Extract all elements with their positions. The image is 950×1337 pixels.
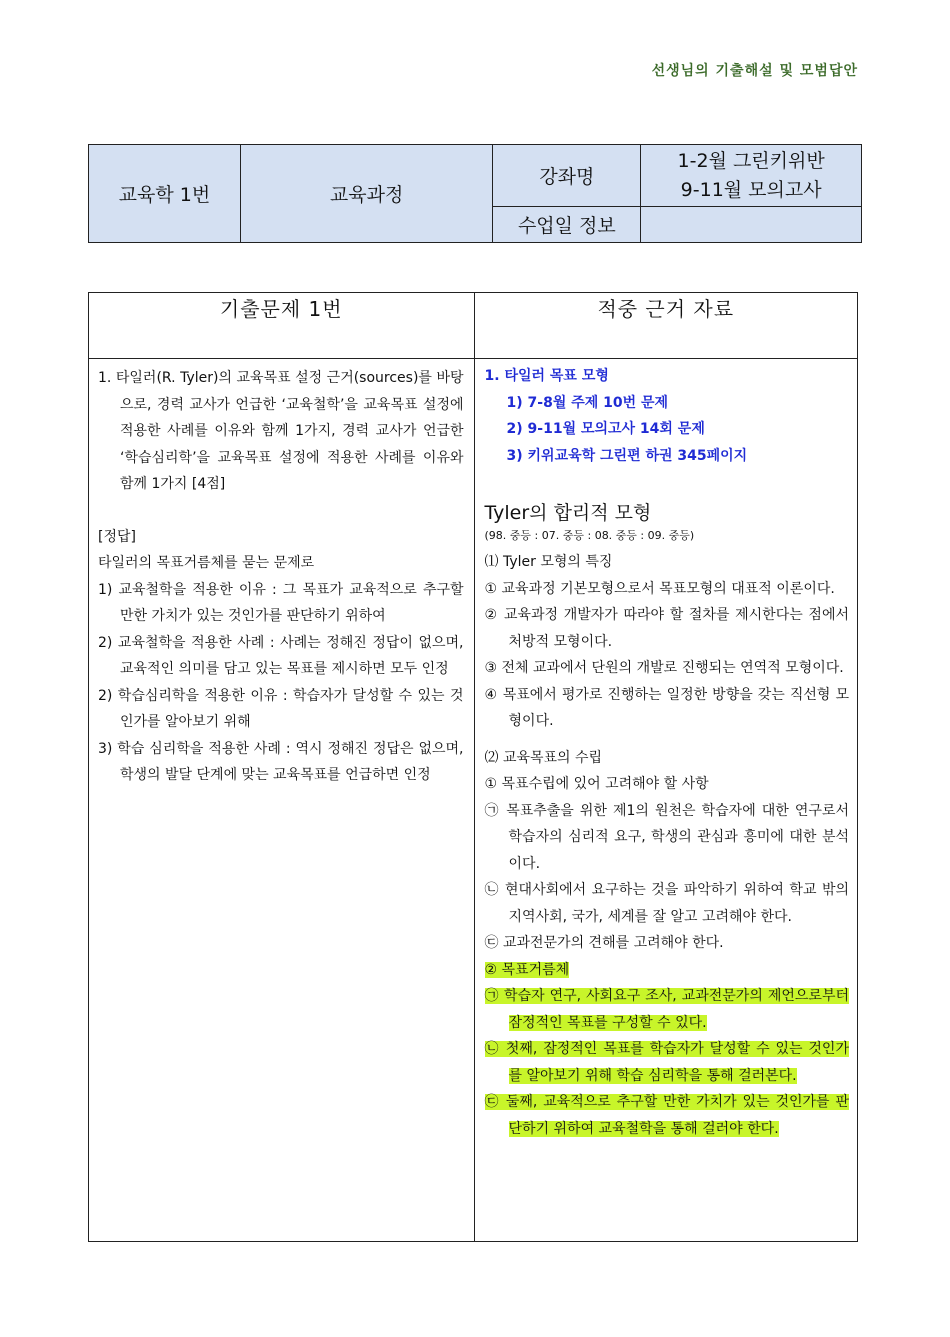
ref-item: 1) 7-8월 주제 10번 문제 xyxy=(506,394,669,411)
tyler-exams: (98. 중등 : 07. 중등 : 08. 중등 : 09. 중등) xyxy=(484,529,695,542)
subject-cell: 교육학 1번 xyxy=(89,145,241,243)
section2-title: ⑵ 교육목표의 수립 xyxy=(484,749,603,766)
section2-sub1: ① 목표수립에 있어 고려해야 할 사항 xyxy=(484,776,709,792)
answer-label: [정답] xyxy=(98,528,136,545)
section2-sub2: ② 목표거름체 xyxy=(484,961,570,978)
section1-item: ③ 전체 교과에서 단원의 개발로 진행되는 연역적 모형이다. xyxy=(484,660,844,676)
right-header: 적중 근거 자료 xyxy=(474,293,857,359)
section1-item: ④ 목표에서 평가로 진행하는 일정한 방향을 갖는 직선형 모형이다. xyxy=(484,686,849,729)
course-label-cell: 강좌명 xyxy=(493,145,641,207)
course-info-table xyxy=(88,144,862,243)
topic-cell: 교육과정 xyxy=(240,145,493,243)
reference-column xyxy=(474,359,857,1242)
class-info-value-cell xyxy=(641,207,862,243)
section1-title: ⑴ Tyler 모형의 특징 xyxy=(484,554,613,570)
highlighted-item: ㉠ 학습자 연구, 사회요구 조사, 교과전문가의 제언으로부터 잠정적인 목표를 구성할 수 있다. xyxy=(484,988,849,1031)
ref-item: 3) 키위교육학 그린편 하권 345페이지 xyxy=(506,447,748,464)
class-info-label-cell: 수업일 정보 xyxy=(493,207,641,243)
highlighted-item: ㉡ 첫째, 잠정적인 목표를 학습자가 달성할 수 있는 것인가를 알아보기 위해 학습 심리학을 통해 걸러본다. xyxy=(484,1041,849,1084)
section1-item: ① 교육과정 기본모형으로서 목표모형의 대표적 이론이다. xyxy=(484,580,835,597)
section2-sub1-item: ㉢ 교과전문가의 견해를 고려해야 한다. xyxy=(484,935,724,951)
section2-sub1-item: ㉠ 목표추출을 위한 제1의 원천은 학습자에 대한 연구로서 학습자의 심리적 요구, 학생의 관심과 흥미에 대한 분석이다. xyxy=(484,802,849,872)
tyler-title: Tyler의 합리적 모형 xyxy=(484,502,652,524)
ref-item: 2) 9-11월 모의고사 14회 문제 xyxy=(506,421,705,437)
course-line-1: 1-2월 그린키위반 xyxy=(677,149,825,172)
answer-intro: 타일러의 목표거름체를 묻는 문제로 xyxy=(98,555,315,571)
left-header: 기출문제 1번 xyxy=(89,293,475,359)
question-column xyxy=(89,359,475,1242)
answer-item: 3) 학습 심리학을 적용한 사례 : 역시 정해진 정답은 없으며, 학생의 발달 단계에 맞는 교육목표를 언급하면 인정 xyxy=(98,740,464,783)
answer-item: 2) 학습심리학을 적용한 이유 : 학습자가 달성할 수 있는 것인가를 알아보기 위해 xyxy=(98,687,464,730)
highlighted-item: ㉢ 둘째, 교육적으로 추구할 만한 가치가 있는 것인가를 판단하기 위하여 교육철학을 통해 걸러야 한다. xyxy=(484,1094,849,1137)
main-table xyxy=(88,292,858,1242)
course-line-2: 9-11월 모의고사 xyxy=(680,178,822,201)
course-name-cell xyxy=(641,145,862,207)
answer-item: 1) 교육철학을 적용한 이유 : 그 목표가 교육적으로 추구할만한 가치가 있는 것인가를 판단하기 위하여 xyxy=(98,581,464,624)
ref-title: 1. 타일러 목표 모형 xyxy=(484,368,609,384)
question-text: 1. 타일러(R. Tyler)의 교육목표 설정 근거(sources)를 바탕으로, 경력 교사가 언급한 ‘교육철학’을 교육목표 설정에 적용한 사례를 이유와 함께 1가지, 경력 교사가 언급한 ‘학습심리학’을 교육목표 설정에 적용한 사례를 이유와 함께 1가지 [4점] xyxy=(98,370,464,492)
section1-item: ② 교육과정 개발자가 따라야 할 절차를 제시한다는 점에서 처방적 모형이다. xyxy=(484,607,849,650)
section2-sub1-item: ㉡ 현대사회에서 요구하는 것을 파악하기 위하여 학교 밖의 지역사회, 국가, 세계를 잘 알고 고려해야 한다. xyxy=(484,882,849,925)
header-note: 선생님의 기출해설 및 모범답안 xyxy=(651,63,858,79)
answer-item: 2) 교육철학을 적용한 사례 : 사례는 정해진 정답이 없으며, 교육적인 의미를 담고 있는 목표를 제시하면 모두 인정 xyxy=(98,634,464,677)
